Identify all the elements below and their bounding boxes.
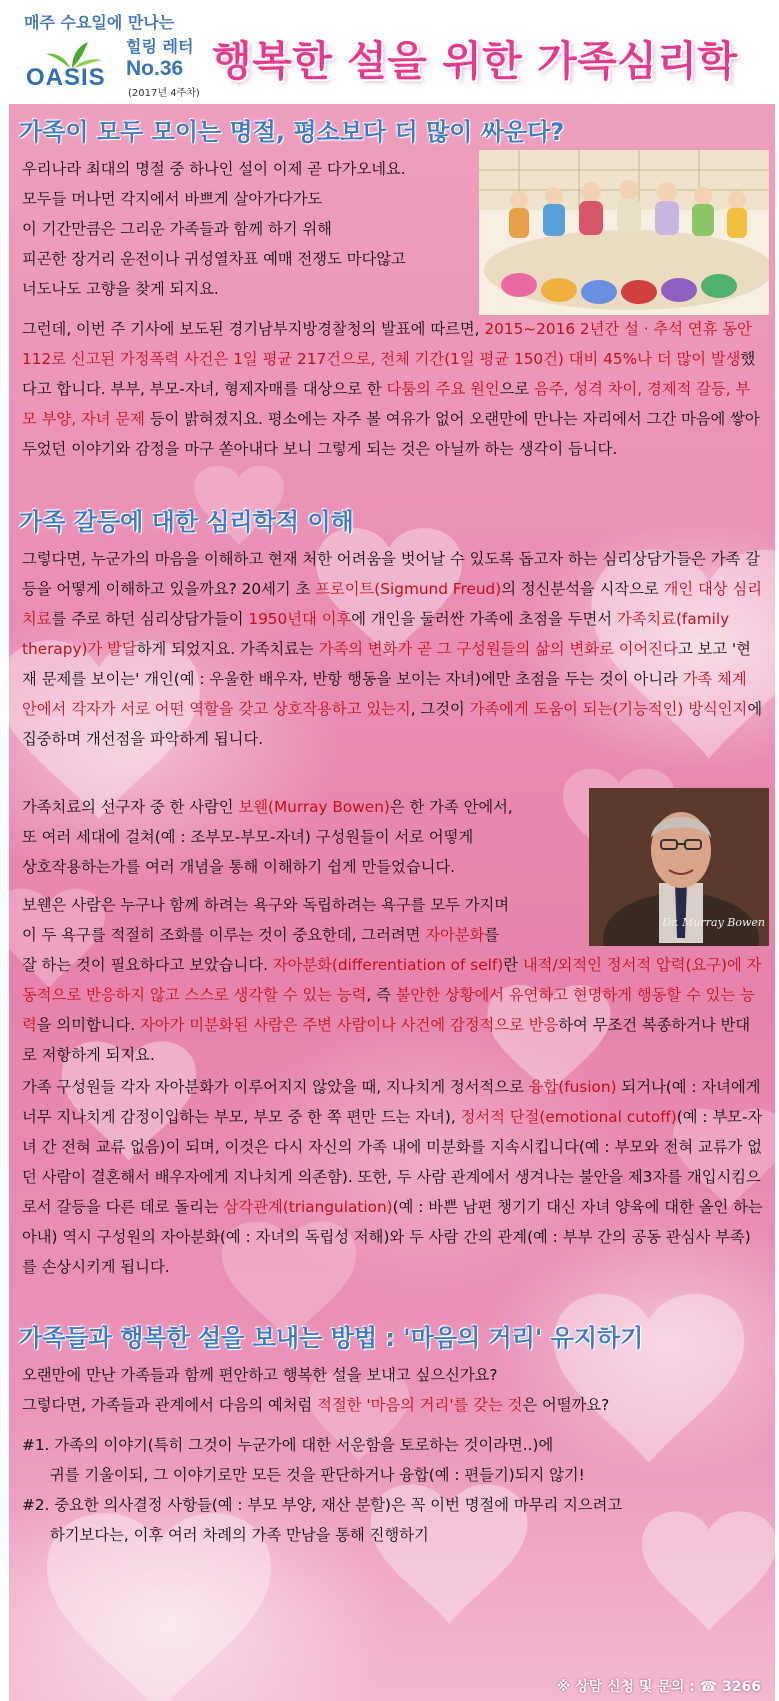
text: 등이 밝혀졌지요. 평소에는 자주 볼 여유가 없어 오랜만에 만나는 자리에서 그간 마음에 쌓아두었던 이야기와 감정을 마구 쏟아내다 보니 그렇게 되는 것은 아닐까 하는 생각이 듭니다. [22, 410, 760, 458]
highlight: 다툼의 주요 원인 [386, 380, 500, 398]
text-line: 오랜만에 만난 가족들과 함께 편안하고 행복한 설을 보내고 싶으신가요? [22, 1366, 498, 1384]
text: 되거나(예 : 자녀에게 너무 지나치게 감정이입하는 부모, 부모 중 한 쪽 편만 드는 자녀), [22, 1078, 761, 1126]
highlight: 불안한 상황에서 유연하고 현명하게 행동할 수 있는 능력 [22, 986, 755, 1034]
text: 하여 무조건 복종하거나 반대로 저항하게 되지요. [22, 1016, 751, 1064]
text: 가족치료의 선구자 중 한 사람인 [22, 798, 239, 816]
text: 했다고 합니다. 부부, 부모-자녀, 형제자매를 대상으로 한 [22, 350, 756, 398]
text: 고 보고 '현재 문제를 보이는' 개인(예 : 우울한 배우자, 반항 행동을 보이는 자녀)에만 초점을 두는 것이 아니라 [22, 640, 751, 688]
highlight: 프로이트(Sigmund Freud) [315, 580, 502, 598]
section2-title: 가족 갈등에 대한 심리학적 이해 [19, 508, 354, 536]
section1-intro [22, 154, 472, 304]
tip-1-line2: 귀를 기울이되, 그 이야기로만 모든 것을 판단하거나 융합(예 : 편들기)되지 않기! [50, 1466, 585, 1484]
photo-caption: Dr. Murray Bowen [662, 916, 765, 929]
logo-text: OASIS [26, 64, 106, 91]
text-line: 상호작용하는가를 여러 개념을 통해 이해하기 쉽게 만들었습니다. [22, 858, 456, 876]
highlight: 자아가 미분화된 사람은 주변 사람이나 사건에 감정적으로 반응 [140, 1016, 559, 1034]
highlight: 가족의 변화가 곧 그 구성원들의 삶의 변화로 이어진다 [318, 640, 678, 658]
text: 가족 구성원들 각자 자아분화가 이루어지지 않았을 때, 지나치게 정서적으로 [22, 1078, 529, 1096]
page-title: 행복한 설을 위한 가족심리학 [212, 37, 738, 85]
tagline: 매주 수요일에 만나는 [24, 13, 175, 32]
highlight: 보웬(Murray Bowen) [238, 798, 390, 816]
contact-footer: ※ 상담 신청 및 문의 : ☎ 3266 [556, 1679, 761, 1695]
tips-list [22, 1430, 764, 1550]
highlight: 1950년대 이후 [248, 610, 352, 628]
section2-paragraph4 [22, 1072, 764, 1282]
highlight: 내적/외적인 정서적 압력(요구)에 자동적으로 반응하지 않고 스스로 생각할 수 있는 능력 [22, 956, 762, 1004]
text: 그런데, 이번 주 기사에 보도된 경기남부지방경찰청의 발표에 따르면, [22, 320, 485, 338]
text: 은 한 가족 안에서, [389, 798, 513, 816]
text: 으로 [499, 380, 535, 398]
text: 의 정신분석을 시작으로 [501, 580, 664, 598]
highlight: 적절한 '마음의 거리'를 갖는 것 [317, 1396, 523, 1414]
text: 를 주로 하던 심리상담가들이 [51, 610, 249, 628]
text: 란 [503, 956, 523, 974]
highlight: 자아분화(differentiation of self) [272, 956, 504, 974]
text: 은 어떨까요? [522, 1396, 610, 1414]
text: 에 개인을 둘러싼 가족에 초점을 두면서 [351, 610, 617, 628]
text: 그렇다면, 가족들과 관계에서 다음의 예처럼 [22, 1396, 318, 1414]
text: 을 의미합니다. [36, 1016, 141, 1034]
text: 잘 하는 것이 필요하다고 보았습니다. [22, 956, 273, 974]
tip-2-line2: 하기보다는, 이후 여러 차례의 가족 만남을 통해 진행하기 [50, 1526, 429, 1544]
section2-paragraph1 [22, 544, 764, 754]
tip-1-line1: #1. 가족의 이야기(특히 그것이 누군가에 대한 서운함을 토로하는 것이라면..)에 [22, 1436, 554, 1454]
oasis-logo [26, 40, 122, 98]
content-area [9, 104, 775, 1701]
intro-line: 피곤한 장거리 운전이나 귀성열차표 예매 전쟁도 마다않고 [22, 250, 406, 268]
text-line [22, 792, 592, 822]
text: , 즉 [366, 986, 396, 1004]
highlight: 정서적 단절(emotional cutoff) [460, 1108, 677, 1126]
highlight: 삼각관계(triangulation) [223, 1198, 393, 1216]
tip-2-line1: #2. 중요한 의사결정 사항들(예 : 부모 부양, 재산 분할)은 꼭 이번 명절에 마무리 지으려고 [22, 1496, 623, 1514]
text-line [22, 920, 764, 950]
highlight: 음주, 성격 차이, 경제적 갈등, 부모 부양, 자녀 문제 [22, 380, 751, 428]
intro-line: 우리나라 최대의 명절 중 하나인 설이 이제 곧 다가오네요. [22, 160, 406, 178]
text: 에 집중하며 개선점을 파악하게 됩니다. [22, 700, 763, 748]
intro-line: 모두들 머나먼 각지에서 바쁘게 살아가다가도 [22, 190, 323, 208]
text: 하게 되었지요. 가족치료는 [136, 640, 319, 658]
highlight: 2015~2016 2년간 설 · 추석 연휴 동안 112로 신고된 가정폭력 사건은 1일 평균 217건으로, 전체 기간(1일 평균 150건) 대비 45%나 더 많이 발생 [22, 320, 752, 368]
text-line: 또 여러 세대에 걸쳐(예 : 조부모-부모-자녀) 구성원들이 서로 어떻게 [22, 828, 474, 846]
highlight: 융합(fusion) [528, 1078, 617, 1096]
text: 를 [484, 926, 500, 944]
section3-title: 가족들과 행복한 설을 보내는 방법 : '마음의 거리' 유지하기 [19, 1324, 644, 1352]
family-illustration [479, 150, 769, 315]
text: , 그것이 [410, 700, 470, 718]
intro-line: 이 기간만큼은 그리운 가족들과 함께 하기 위해 [22, 220, 332, 238]
text: 그렇다면, 누군가의 마음을 이해하고 현재 처한 어려움을 벗어날 수 있도록 돕고자 하는 심리상담가들은 가족 갈등을 어떻게 이해하고 있을까요? 20세기 초 [22, 550, 760, 598]
issue-date: (2017년 4주차) [128, 88, 200, 99]
intro-line: 너도나도 고향을 찾게 되지요. [22, 280, 219, 298]
highlight: 자아분화 [425, 926, 485, 944]
letter-name: 힐링 레터 [126, 37, 194, 56]
highlight: 가족 체계 안에서 각자가 서로 어떤 역할을 갖고 상호작용하고 있는지 [22, 670, 747, 718]
section1-paragraph2 [22, 314, 764, 464]
text: (예 : 부모-자녀 간 전혀 교류 없음)이 되며, 이것은 다시 자신의 가족 내에 미분화를 지속시킵니다(예 : 부모와 전혀 교류가 없던 사람이 결혼해서 배우자에게 지나치게 의존함). 또한, 두 사람 관계에서 생겨나는 불안을 제3자를 개입시킴으로서 갈등을 다른 데로 돌리는 [22, 1108, 763, 1216]
highlight: 개인 대상 심리치료 [22, 580, 762, 628]
section2-paragraph2 [22, 792, 592, 882]
text-line: 보웬은 사람은 누구나 함께 하려는 욕구와 독립하려는 욕구를 모두 가지며 [22, 896, 510, 914]
section2-paragraph3 [22, 890, 764, 1070]
text: (예 : 바쁜 남편 챙기기 대신 자녀 양육에 대한 올인 하는 아내) 역시 구성원의 자아분화(예 : 자녀의 독립성 저해)와 두 사람 간의 관계(예 : 부부 간의 공동 관심사 부족)를 손상시키게 됩니다. [22, 1198, 763, 1276]
text-line [22, 1390, 764, 1420]
header [0, 0, 779, 104]
highlight: 가족에게 도움이 되는(기능적인) 방식인지 [469, 700, 748, 718]
section1-title: 가족이 모두 모이는 명절, 평소보다 더 많이 싸운다? [19, 118, 565, 146]
issue-number: No.36 [126, 57, 184, 80]
highlight: 가족치료(family therapy)가 발달 [22, 610, 730, 658]
text: 이 두 욕구를 적절히 조화를 이루는 것이 중요한데, 그러려면 [22, 926, 426, 944]
section3-intro [22, 1360, 764, 1420]
